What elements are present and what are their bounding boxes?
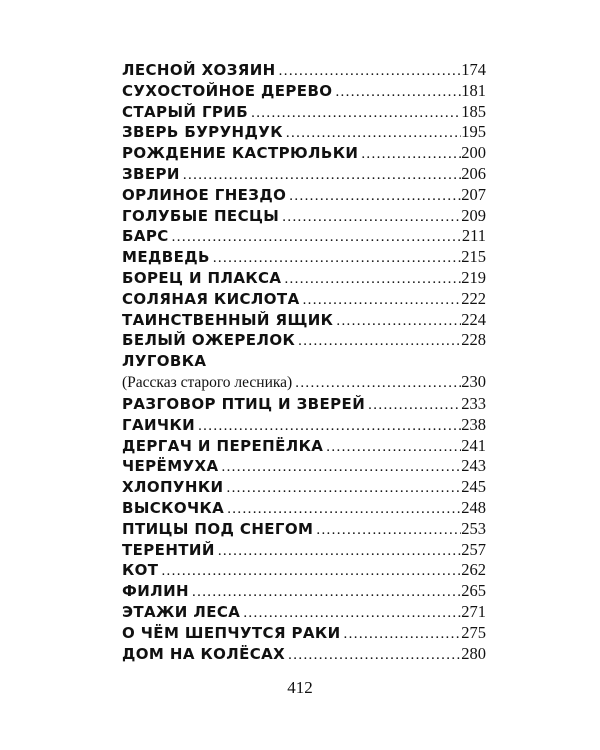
- entry-page: 206: [461, 163, 486, 183]
- dot-leader: [169, 227, 462, 248]
- entry-page: 275: [461, 622, 486, 642]
- entry-title: ЗВЕРИ: [122, 164, 180, 183]
- entry-title: БОРЕЦ И ПЛАКСА: [122, 268, 282, 287]
- entry-title: ЧЕРЁМУХА: [122, 457, 219, 476]
- toc-entry: [122, 581, 486, 602]
- entry-title: ДОМ НА КОЛЁСАХ: [122, 644, 286, 663]
- entry-page: 253: [461, 518, 486, 538]
- entry-page: 181: [461, 80, 486, 100]
- entry-page: 222: [461, 288, 486, 308]
- toc-entry: [122, 268, 486, 289]
- entry-title: СУХОСТОЙНОЕ ДЕРЕВО: [122, 81, 333, 100]
- dot-leader: [224, 499, 461, 520]
- toc-entry: [122, 102, 486, 123]
- entry-page: 200: [461, 143, 486, 163]
- entry-page: 195: [461, 122, 486, 142]
- entry-page: 241: [461, 435, 486, 455]
- dot-leader: [248, 103, 461, 124]
- entry-page: 219: [461, 267, 486, 287]
- entry-title: ДЕРГАЧ И ПЕРЕПЁЛКА: [122, 436, 324, 455]
- toc-entry: [122, 164, 486, 185]
- toc-entry: [122, 81, 486, 102]
- dot-leader: [332, 82, 461, 103]
- page-number: 412: [287, 678, 313, 697]
- toc-entry: [122, 247, 486, 268]
- entry-title: ТЕРЕНТИЙ: [122, 540, 215, 559]
- entry-page: 245: [461, 477, 486, 497]
- entry-page: 211: [461, 226, 486, 246]
- entry-title: ФИЛИН: [122, 582, 189, 601]
- toc-entry: [122, 310, 486, 331]
- dot-leader: [281, 269, 461, 290]
- entry-title: ЗВЕРЬ БУРУНДУК: [122, 123, 283, 142]
- toc-entry: [122, 498, 486, 519]
- toc-entry: [122, 456, 486, 477]
- dot-leader: [189, 582, 461, 603]
- dot-leader: [333, 311, 461, 332]
- entry-title: БЕЛЫЙ ОЖЕРЕЛОК: [122, 331, 296, 350]
- entry-title: ТАИНСТВЕННЫЙ ЯЩИК: [122, 310, 334, 329]
- toc-entry: [122, 289, 486, 310]
- entry-title: СТАРЫЙ ГРИБ: [122, 102, 249, 121]
- toc-entry: [122, 330, 486, 351]
- dot-leader: [276, 61, 462, 82]
- dot-leader: [365, 395, 461, 416]
- entry-page: 230: [461, 371, 486, 391]
- dot-leader: [240, 603, 461, 624]
- entry-page: 228: [461, 330, 486, 350]
- entry-title: ГАИЧКИ: [122, 415, 196, 434]
- toc-entry: [122, 623, 486, 644]
- entry-subtitle: (Рассказ старого лесника): [122, 373, 293, 391]
- dot-leader: [292, 373, 461, 394]
- toc-entry: [122, 206, 486, 227]
- entry-title: ЭТАЖИ ЛЕСА: [122, 602, 241, 621]
- dot-leader: [313, 520, 461, 541]
- entry-page: 185: [461, 101, 486, 121]
- table-of-contents: [122, 60, 486, 664]
- toc-entry: [122, 226, 486, 247]
- entry-title: РАЗГОВОР ПТИЦ И ЗВЕРЕЙ: [122, 394, 366, 413]
- entry-page: 174: [461, 60, 486, 79]
- toc-entry: [122, 60, 486, 81]
- entry-title: ОРЛИНОЕ ГНЕЗДО: [122, 185, 287, 204]
- entry-title: О ЧЁМ ШЕПЧУТСЯ РАКИ: [122, 623, 341, 642]
- toc-entry: [122, 540, 486, 561]
- entry-page: 207: [461, 184, 486, 204]
- toc-entry: [122, 143, 486, 164]
- entry-page: 262: [461, 560, 486, 580]
- entry-title: КОТ: [122, 561, 159, 580]
- entry-title: ПТИЦЫ ПОД СНЕГОМ: [122, 519, 314, 538]
- toc-entry: [122, 519, 486, 540]
- dot-leader: [218, 457, 461, 478]
- entry-page: 257: [461, 539, 486, 559]
- toc-entry: [122, 122, 486, 143]
- dot-leader: [223, 478, 461, 499]
- toc-entry: [122, 602, 486, 623]
- toc-entry: [122, 644, 486, 665]
- entry-title: БАРС: [122, 227, 169, 246]
- dot-leader: [285, 645, 461, 666]
- entry-title: ХЛОПУНКИ: [122, 478, 224, 497]
- entry-title: ЛЕСНОЙ ХОЗЯИН: [122, 61, 276, 79]
- entry-title: СОЛЯНАЯ КИСЛОТА: [122, 289, 300, 308]
- dot-leader: [279, 207, 461, 228]
- dot-leader: [195, 416, 461, 437]
- dot-leader: [283, 123, 461, 144]
- entry-page: 233: [461, 393, 486, 413]
- entry-title: ВЫСКОЧКА: [122, 498, 225, 517]
- dot-leader: [215, 541, 461, 562]
- dot-leader: [323, 437, 461, 458]
- toc-entry: [122, 351, 486, 372]
- dot-leader: [358, 144, 461, 165]
- entry-page: 265: [461, 581, 486, 601]
- dot-leader: [286, 186, 461, 207]
- dot-leader: [210, 248, 461, 269]
- toc-entry: [122, 185, 486, 206]
- toc-entry: [122, 477, 486, 498]
- toc-entry: [122, 394, 486, 415]
- entry-page: 280: [461, 643, 486, 663]
- entry-title: РОЖДЕНИЕ КАСТРЮЛЬКИ: [122, 144, 359, 163]
- dot-leader: [158, 561, 461, 582]
- toc-entry-subtitle-line: [122, 372, 486, 394]
- entry-title: МЕДВЕДЬ: [122, 248, 210, 267]
- dot-leader: [295, 331, 461, 352]
- toc-entry: [122, 560, 486, 581]
- entry-page: 271: [461, 601, 486, 621]
- toc-entry: [122, 415, 486, 436]
- dot-leader: [180, 165, 461, 186]
- entry-page: 238: [461, 414, 486, 434]
- entry-page: 224: [461, 309, 486, 329]
- dot-leader: [300, 290, 462, 311]
- entry-page: 248: [461, 497, 486, 517]
- entry-page: 243: [461, 456, 486, 476]
- toc-entry: [122, 436, 486, 457]
- entry-title: ГОЛУБЫЕ ПЕСЦЫ: [122, 206, 280, 225]
- entry-title: ЛУГОВКА: [122, 352, 207, 371]
- entry-page: 209: [461, 205, 486, 225]
- entry-page: 215: [461, 247, 486, 267]
- dot-leader: [341, 624, 462, 645]
